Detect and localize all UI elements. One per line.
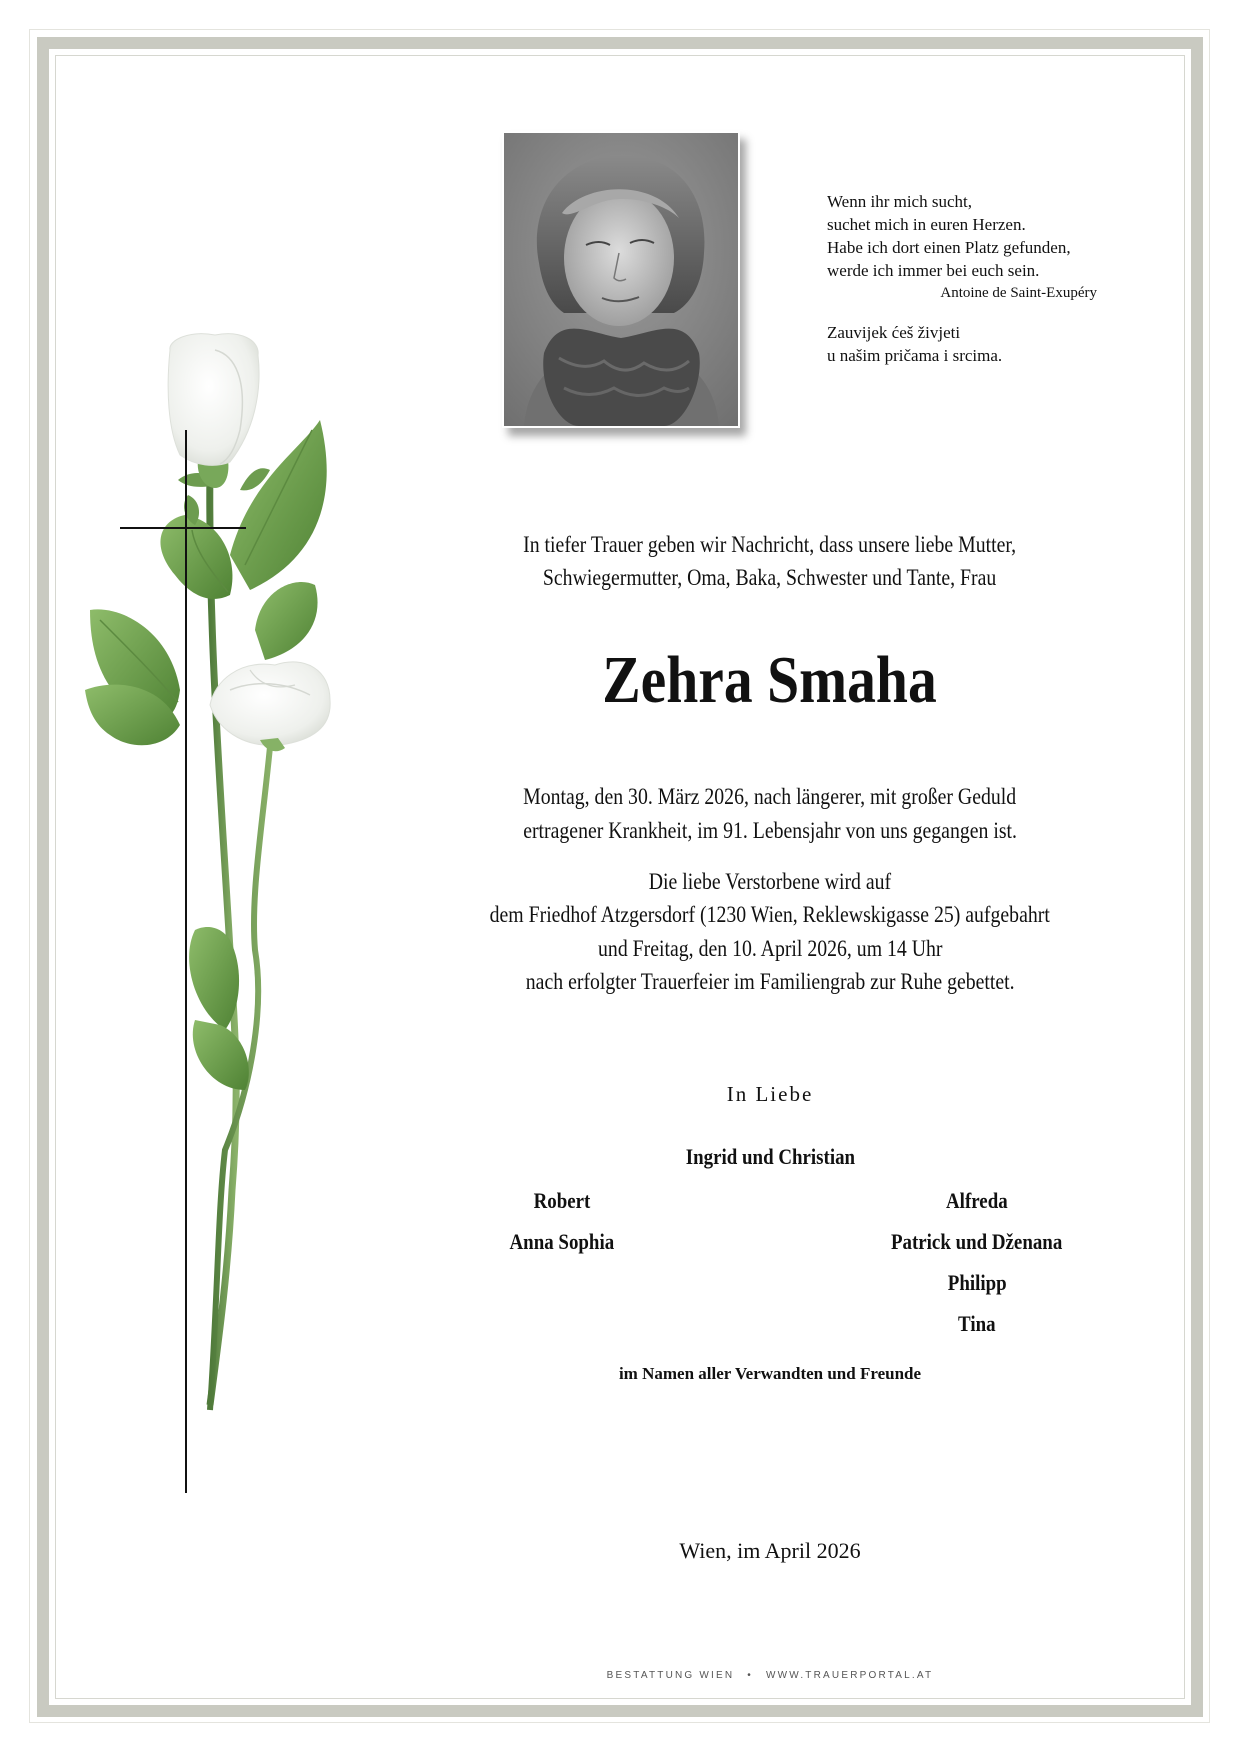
memorial-quote xyxy=(827,190,1107,367)
deceased-name: Zehra Smaha xyxy=(602,643,938,717)
death-notice-line: Montag, den 30. März 2026, nach längerer, mit großer Geduld xyxy=(523,784,1017,809)
mourner-name: Tina xyxy=(958,1311,996,1336)
intro-line: In tiefer Trauer geben wir Nachricht, dass unsere liebe Mutter, xyxy=(523,532,1017,557)
footer-website-link[interactable]: WWW.TRAUERPORTAL.AT xyxy=(765,1670,934,1681)
announcement-intro xyxy=(400,528,1140,594)
quote-line: Wenn ihr mich sucht, xyxy=(827,192,972,211)
portrait-photo xyxy=(502,131,740,428)
mourner-name: Alfreda xyxy=(946,1188,1008,1213)
death-notice-line: ertragener Krankheit, im 91. Lebensjahr von uns gegangen ist. xyxy=(523,818,1017,843)
white-roses-image xyxy=(80,330,400,1510)
quote-line: werde ich immer bei euch sein. xyxy=(827,261,1040,280)
footer-company: BESTATTUNG WIEN xyxy=(606,1670,735,1681)
funeral-line: nach erfolgter Trauerfeier im Familiengrab zur Ruhe gebettet. xyxy=(525,968,1015,994)
in-love-label: In Liebe xyxy=(726,1082,814,1106)
deceased-name-block xyxy=(400,640,1140,720)
cross-horizontal-line xyxy=(120,527,246,529)
mourner-name: Patrick und Dženana xyxy=(891,1229,1063,1254)
place-date xyxy=(400,1536,1140,1566)
quote-bosnian-line: Zauvijek ćeš živjeti xyxy=(827,323,961,342)
quote-bosnian-line: u našim pričama i srcima. xyxy=(827,346,1003,365)
mourners-left-column xyxy=(402,1180,722,1262)
funeral-line: Die liebe Verstorbene wird auf xyxy=(648,869,892,894)
intro-line: Schwiegermutter, Oma, Baka, Schwester und Tante, Frau xyxy=(543,565,997,590)
footer-separator: • xyxy=(747,1670,753,1681)
mourner-name: Philipp xyxy=(947,1270,1007,1295)
in-love-heading xyxy=(400,1080,1140,1108)
mourners-top xyxy=(400,1142,1140,1172)
cross-vertical-line xyxy=(185,430,187,1493)
quote-line: suchet mich in euren Herzen. xyxy=(827,215,1026,234)
death-notice xyxy=(400,780,1140,848)
funeral-line: und Freitag, den 10. April 2026, um 14 Uhr xyxy=(597,935,943,961)
footer-credits xyxy=(400,1670,1140,1681)
funeral-line: dem Friedhof Atzgersdorf (1230 Wien, Reklewskigasse 25) aufgebahrt xyxy=(489,902,1051,928)
quote-line: Habe ich dort einen Platz gefunden, xyxy=(827,238,1071,257)
on-behalf-line xyxy=(400,1362,1140,1386)
place-date-text: Wien, im April 2026 xyxy=(679,1538,861,1563)
funeral-info xyxy=(400,865,1140,998)
mourner-name: Robert xyxy=(533,1188,591,1213)
mourners-right-column xyxy=(817,1180,1137,1344)
quote-author: Antoine de Saint-Exupéry xyxy=(940,285,1097,301)
on-behalf-text: im Namen aller Verwandten und Freunde xyxy=(618,1364,922,1383)
mourner-name: Ingrid und Christian xyxy=(685,1144,855,1169)
mourner-name: Anna Sophia xyxy=(509,1229,615,1254)
